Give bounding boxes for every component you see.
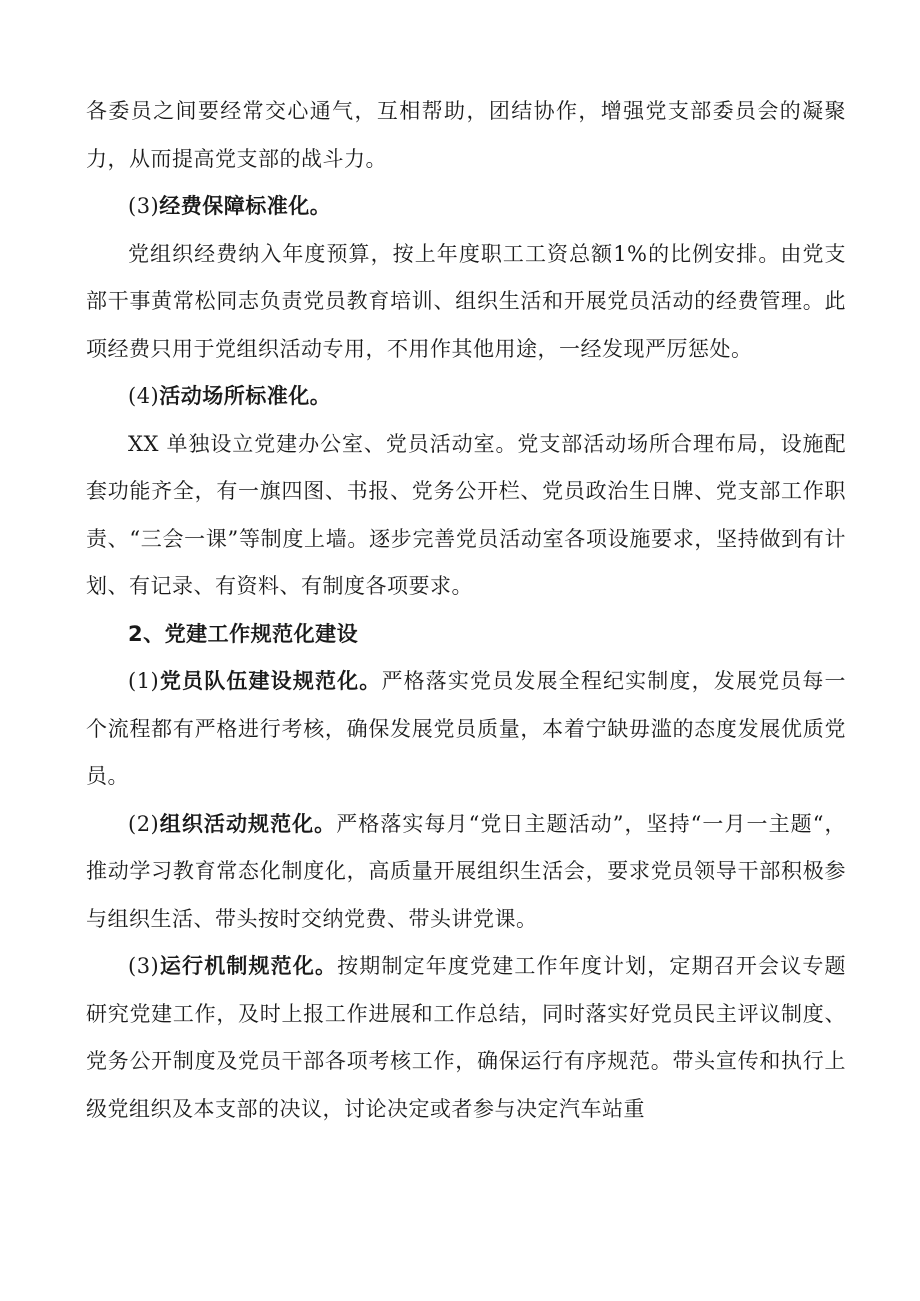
section-heading-normalization xyxy=(86,611,846,659)
heading-funding-standardization xyxy=(86,183,846,231)
paragraph-operating-mechanism xyxy=(86,943,846,1133)
heading-number: (4) xyxy=(128,384,160,408)
paragraph-cohesion: 各委员之间要经常交心通气，互相帮助，团结协作，增强党支部委员会的凝聚力，从而提高党支部的战斗力。 xyxy=(86,99,846,171)
document-page xyxy=(86,88,846,1133)
paragraph-body: 严格落实每月“党日主题活动”，坚持“一月一主题“，推动学习教育常态化制度化，高质量开展组织生活会，要求党员领导干部积极参与组织生活、带头按时交纳党费、带头讲党课。 xyxy=(86,811,846,931)
heading-title: 经费保障标准化。 xyxy=(159,194,332,218)
paragraph-member-team xyxy=(86,658,846,801)
heading-venue-standardization xyxy=(86,373,846,421)
paragraph-body: 严格落实党员发展全程纪实制度，发展党员每一个流程都有严格进行考核，确保发展党员质量，本着宁缺毋滥的态度发展优质党员。 xyxy=(86,669,847,788)
heading-title: 活动场所标准化。 xyxy=(159,384,332,408)
inline-heading: 运行机制规范化。 xyxy=(159,954,338,978)
paragraph-body: 按期制定年度党建工作年度计划，定期召开会议专题研究党建工作，及时上报工作进展和工作总结，同时落实好党员民主评议制度、党务公开制度及党员干部各项考核工作，确保运行有序规范。带头宣传和执行上级党组织及本支部的决议，讨论决定或者参与决定汽车站重 xyxy=(86,954,847,1121)
section-title: 2、党建工作规范化建设 xyxy=(128,621,359,646)
inline-heading: 党员队伍建设规范化。 xyxy=(159,669,382,693)
heading-number: (3) xyxy=(128,194,160,218)
inline-heading: 组织活动规范化。 xyxy=(159,811,337,836)
paragraph-venue: XX 单独设立党建办公室、党员活动室。党支部活动场所合理布局，设施配套功能齐全，有一旗四图、书报、党务公开栏、党员政治生日牌、党支部工作职责、“三会一课”等制度上墙。逐步完善党员活动室各项设施要求，坚持做到有计划、有记录、有资料、有制度各项要求。 xyxy=(86,431,846,598)
paragraph-organization-activity xyxy=(86,801,846,944)
paragraph-funding: 党组织经费纳入年度预算，按上年度职工工资总额1%的比例安排。由党支部干事黄常松同志负责党员教育培训、组织生活和开展党员活动的经费管理。此项经费只用于党组织活动专用，不用作其他用途，一经发现严厉惩处。 xyxy=(86,241,846,361)
heading-number: (1) xyxy=(128,669,160,693)
heading-number: (2) xyxy=(128,811,160,836)
heading-number: (3) xyxy=(128,954,160,978)
